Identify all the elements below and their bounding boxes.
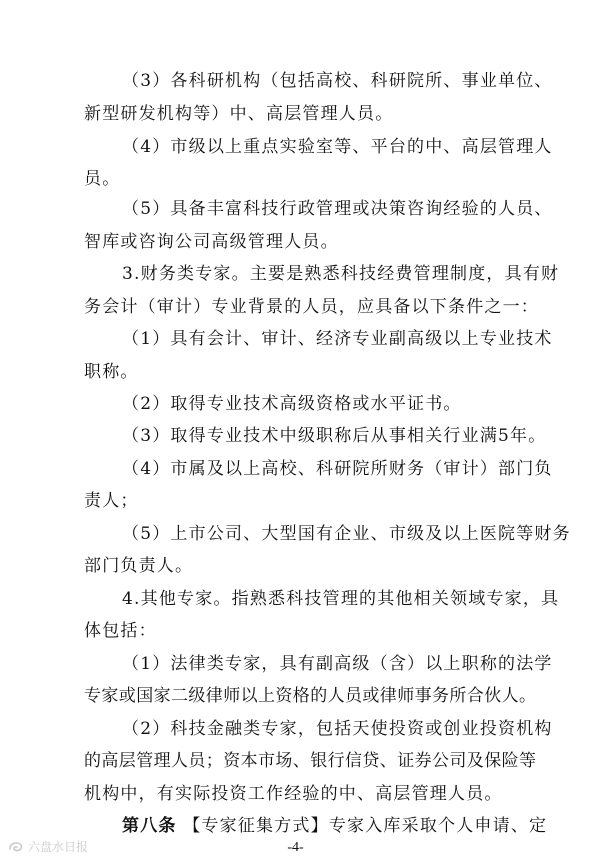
paragraph-line: （3）取得专业技术中级职称后从事相关行业满5年。: [122, 426, 547, 446]
watermark: [8, 838, 88, 855]
paragraph-line: 责人；: [84, 491, 139, 511]
paragraph-line: （2）科技金融类专家，包括天使投资或创业投资机构: [122, 719, 553, 739]
paragraph-line: 专家或国家二级律师以上资格的人员或律师事务所合伙人。: [84, 686, 537, 706]
paragraph-line: （2）取得专业技术高级资格或水平证书。: [122, 394, 462, 414]
paragraph-line: （3）各科研机构（包括高校、科研院所、事业单位、: [122, 71, 553, 91]
paragraph-line: 务会计（审计）专业背景的人员，应具备以下条件之一：: [84, 297, 539, 317]
logo-swirl-icon: [8, 840, 24, 854]
article-text: 【专家征集方式】专家入库采取个人申请、定: [183, 816, 548, 836]
paragraph-line: （5）上市公司、大型国有企业、市级及以上医院等财务: [122, 524, 571, 544]
paragraph-line: （5）具备丰富科技行政管理或决策咨询经验的人员、: [122, 199, 553, 219]
page-number: -4-: [287, 840, 304, 855]
paragraph-line: （1）法律类专家，具有副高级（含）以上职称的法学: [122, 654, 553, 674]
article-label: 第八条: [122, 816, 177, 836]
paragraph-line: 新型研发机构等）中、高层管理人员。: [84, 104, 394, 124]
paragraph-line: 3.财务类专家。主要是熟悉科技经费管理制度，具有财: [122, 264, 560, 284]
paragraph-line: （4）市级以上重点实验室等、平台的中、高层管理人: [122, 137, 553, 157]
paragraph-line: 职称。: [84, 362, 139, 382]
paragraph-line: 智库或咨询公司高级管理人员。: [84, 232, 339, 252]
article-line: [122, 815, 547, 837]
paragraph-line: （1）具有会计、审计、经济专业副高级以上专业技术: [122, 329, 553, 349]
paragraph-line: （4）市属及以上高校、科研院所财务（审计）部门负: [122, 459, 553, 479]
paragraph-line: 4.其他专家。指熟悉科技管理的其他相关领域专家，具: [122, 589, 560, 609]
paragraph-line: 体包括：: [84, 621, 157, 641]
paragraph-line: 部门负责人。: [84, 556, 194, 576]
watermark-text: 六盘水日报: [28, 840, 89, 854]
paragraph-line: 员。: [84, 169, 121, 189]
paragraph-line: 的高层管理人员；资本市场、银行信贷、证券公司及保险等: [84, 751, 537, 771]
paragraph-line: 机构中，有实际投资工作经验的中、高层管理人员。: [84, 784, 503, 804]
